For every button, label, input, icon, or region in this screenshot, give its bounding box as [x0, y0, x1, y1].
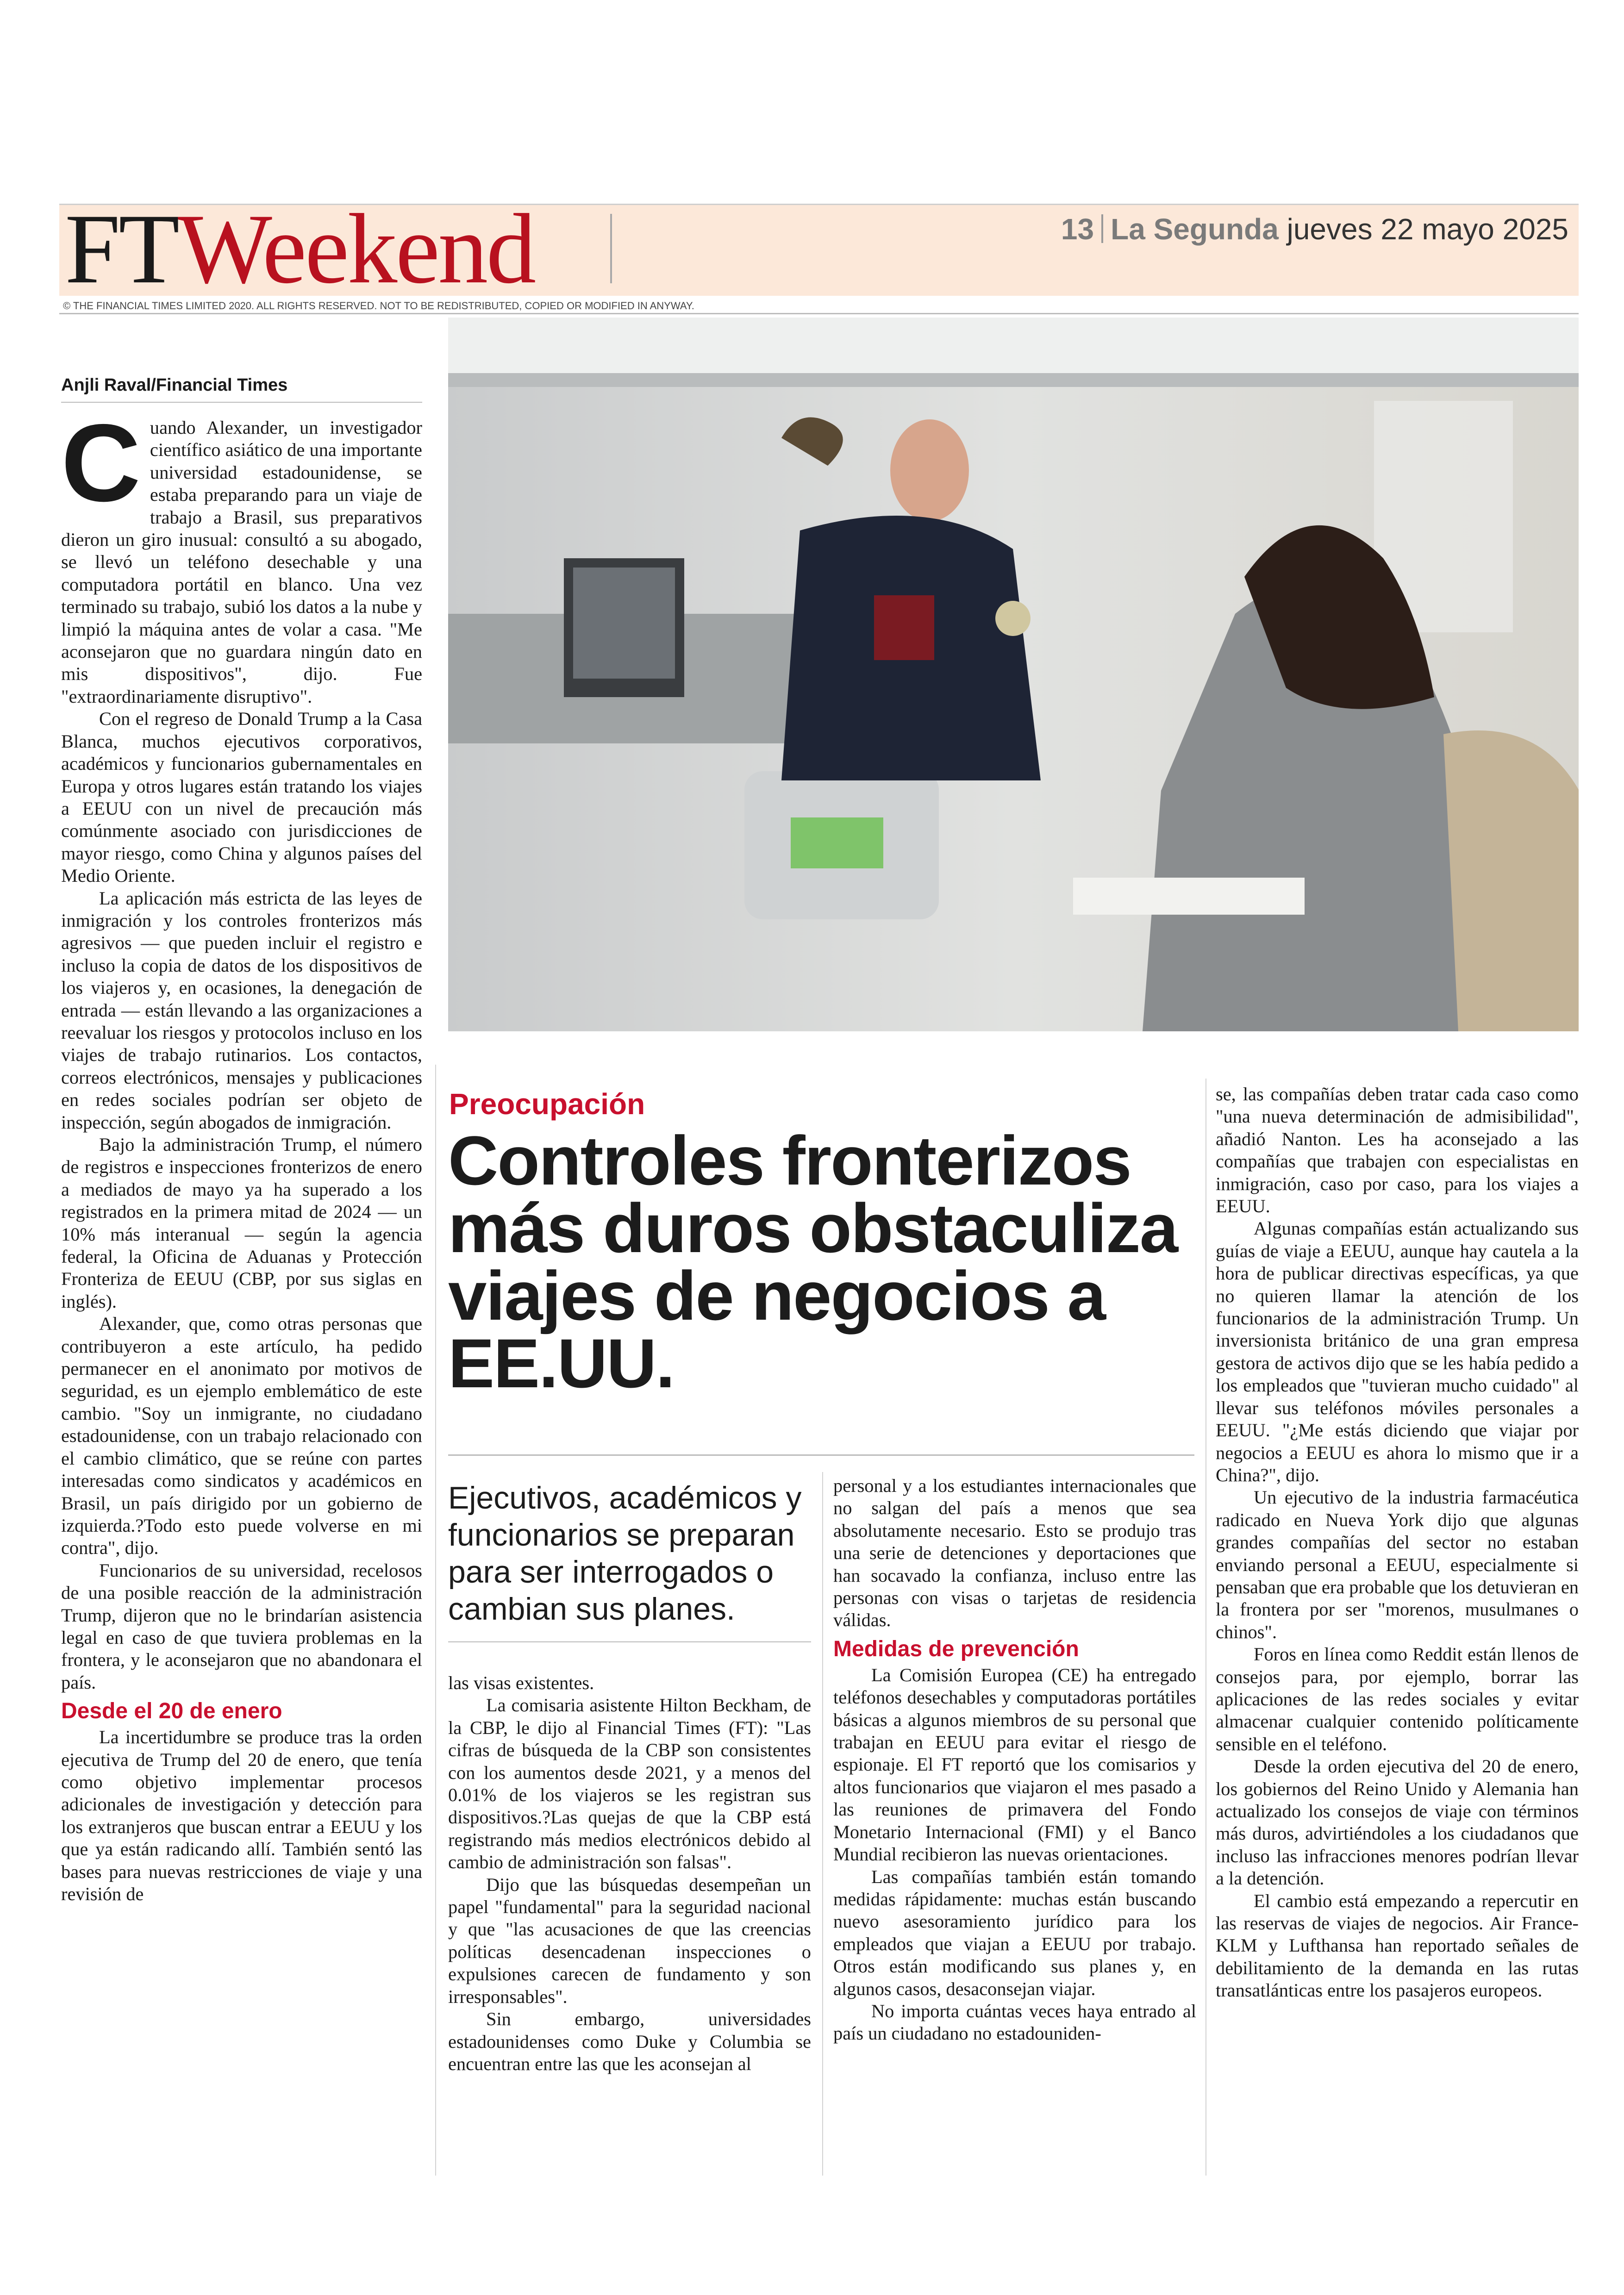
deck: Ejecutivos, académicos y funcionarios se preparan para ser interrogados o cambian sus planes. [448, 1479, 811, 1642]
paragraph: La aplicación más estricta de las leyes de inmigración y los controles fronterizos más agresivos — que pueden incluir el registro e incluso la copia de datos de los dispositivos de los viajeros y, en ocasiones, la denegación de entrada — están llevando a las organizaciones a reevaluar los riesgos y protocolos incluso en los viajes de trabajo rutinarios. Los contactos, correos electrónicos, mensajes y publicaciones en redes sociales podrían ser objeto de inspección, según abogados de inmigración. [61, 887, 422, 1133]
paragraph: uando Alexander, un investigador científico asiático de una importante universidad estadounidense, se estaba preparando para un viaje de trabajo a Brasil, sus preparativos dieron un giro inusual: consultó a su abogado, se llevó un teléfono desechable y una computadora portátil en blanco. Una vez terminado su trabajo, subió los datos a la nube y limpió la máquina antes de volar a casa. "Me aconsejaron que no guardara ningún dato en mis dispositivos", dijo. Fue "extraordinariamente disruptivo". [61, 417, 422, 707]
column-divider [435, 1065, 436, 2176]
paragraph: Funcionarios de su universidad, recelosos de una posible reacción de la administración Trump, dijeron que no le brindarían asistencia legal en caso de que tuviera problemas en la frontera, y le aconsejaron que no abandonara el país. [61, 1559, 422, 1693]
passport [874, 595, 934, 660]
kicker: Preocupación [449, 1087, 645, 1121]
paragraph: La comisaria asistente Hilton Beckham, de la CBP, le dijo al Financial Times (FT): "Las cifras de búsqueda de la CBP son consistentes con los aumentos desde 2021, y a menos del 0.01% de los viajeros se les registran sus dispositivos.?Las quejas de que la CBP está registrando más medios electrónicos debido al cambio de administración son falsas". [448, 1695, 811, 1873]
officer-face [890, 419, 969, 521]
paragraph: se, las compañías deben tratar cada caso como "una nueva determinación de admisibilidad", añadió Nanton. Les ha aconsejado a las compañías que trabajen con especialistas en inmigración, caso por caso, para los viajes a EEUU. [1216, 1084, 1579, 1217]
paragraph: las visas existentes. [448, 1672, 594, 1693]
paragraph: Un ejecutivo de la industria farmacéutica radicado en Nueva York dijo que algunas grandes compañías del sector no estaban enviando personal a EEUU, especialmente si pensaban que era probable que los detuvieran en la frontera por ser "morenos, musulmanes o chinos". [1216, 1487, 1579, 1642]
paragraph: personal y a los estudiantes internacionales que no salgan del país a menos que sea absolutamente necesario. Esto se produjo tras una serie de detenciones y deportaciones que han socavado la confianza, incluso entre las personas con visas o tarjetas de residencia válidas. [833, 1475, 1196, 1631]
paragraph: El cambio está empezando a repercutir en las reservas de viajes de negocios. Air France-KLM y Lufthansa han reportado señales de debilitamiento de la demanda en las rutas transatlánticas entre los pasajeros europeos. [1216, 1890, 1579, 2001]
paragraph: Sin embargo, universidades estadounidenses como Duke y Columbia se encuentran entre las que les aconsejan al [448, 2008, 811, 2074]
paragraph: Con el regreso de Donald Trump a la Casa Blanca, muchos ejecutivos corporativos, académicos y funcionarios gubernamentales en Europa y otros lugares están tratando los viajes a EEUU con un nivel de precaución más comúnmente asociado con jurisdicciones de mayor riesgo, como China y algunos países del Medio Oriente. [61, 708, 422, 886]
article-column-4 [1216, 1083, 1579, 2002]
cbp-patch [995, 601, 1031, 636]
ft-weekend-logo: FTWeekend [65, 193, 535, 304]
paragraph: La Comisión Europea (CE) ha entregado teléfonos desechables y computadoras portátiles básicas a algunos miembros de su personal que trabajan en EEUU para evitar el riesgo de espionaje. El FT reportó que los comisarios y altos funcionarios que viajaron el mes pasado a las reuniones de primavera del Fondo Monetario Internacional (FMI) y el Banco Mundial recibieron las nuevas orientaciones. [833, 1664, 1196, 1865]
headline-rule [448, 1454, 1194, 1456]
page-number: 13 [1061, 212, 1094, 246]
ceiling [448, 318, 1579, 373]
backpack [1443, 730, 1579, 1031]
paragraph: Las compañías también están tomando medidas rápidamente: muchas están buscando nuevo asesoramiento jurídico para los empleados que viajan a EEUU por trabajo. Otros están modificando sus planes y, en algunos casos, desaconsejan viajar. [833, 1866, 1196, 1999]
article-column-3 [833, 1475, 1196, 2045]
paragraph: Alexander, que, como otras personas que contribuyeron a este artículo, ha pedido permanecer en el anonimato por motivos de seguridad, es un ejemplo emblemático de este cambio. "Soy un inmigrante, no ciudadano estadounidense, con un trabajo relacionado con el cambio climático, que se reúne con partes interesadas como sindicatos y académicos en Brasil, un país dirigido por un gobierno de izquierda.?Todo esto puede volverse en mi contra", dijo. [61, 1313, 422, 1559]
header-rule [59, 313, 1579, 314]
subheading: Medidas de prevención [833, 1636, 1079, 1661]
page-separator [1101, 214, 1103, 243]
masthead-divider [610, 214, 612, 283]
publication-name: La Segunda [1111, 212, 1279, 246]
paragraph: La incertidumbre se produce tras la orden ejecutiva de Trump del 20 de enero, que tenía como objetivo implementar procesos adicionales de investigación y detección para los extranjeros que buscan entrar a EEUU y los que ya están radicando allí. También sentó las bases para nuevas restricciones de viaje y una revisión de [61, 1727, 422, 1904]
copyright-notice: © THE FINANCIAL TIMES LIMITED 2020. ALL RIGHTS RESERVED. NOT TO BE REDISTRIBUTED, COPIED OR MODIFIED IN ANYWAY. [63, 300, 694, 312]
byline: Anjli Raval/Financial Times [61, 374, 422, 403]
article-column-2 [448, 1672, 811, 2075]
column-divider [822, 1472, 823, 2176]
paragraph: Desde la orden ejecutiva del 20 de enero, los gobiernos del Reino Unido y Alemania han actualizado los consejos de viaje con términos más duros, advirtiéndoles a los ciudadanos que incluso las infracciones menores podrían llevar a la detención. [1216, 1756, 1579, 1889]
paragraph: Algunas compañías están actualizando sus guías de viaje a EEUU, aunque hay cautela a la hora de publicar directivas específicas, ya que no quieren llamar la atención de los funcionarios de la administración Trump. Un inversionista británico de una gran empresa gestora de activos dijo que se les había pedido a los empleados que "tuvieran mucho cuidado" al llevar sus teléfonos móviles personales a EEUU. "¿Me estás diciendo que viajar por negocios a EEUU es ahora lo mismo que ir a China?", dijo. [1216, 1218, 1579, 1485]
paragraph: Dijo que las búsquedas desempeñan un papel "fundamental" para la seguridad nacional y que "las acusaciones de que las creencias políticas desencadenan inspecciones o expulsiones carecen de fundamento y son irresponsables". [448, 1874, 811, 2007]
subheading: Desde el 20 de enero [61, 1699, 282, 1724]
paragraph: Bajo la administración Trump, el número de registros e inspecciones fronterizos de enero a mediados de mayo ya ha superado a los registrados en la primera mitad de 2024 — un 10% más interanual — según la agencia federal, la Oficina de Aduanas y Protección Fronteriza de EEUU (CBP, por sus siglas en inglés). [61, 1134, 422, 1312]
paragraph: No importa cuántas veces haya entrado al país un ciudadano no estadouniden- [833, 2000, 1196, 2044]
headline: Controles fronterizos más duros obstaculiza viajes de negocios a EE.UU. [448, 1122, 1178, 1402]
article-column-1 [61, 402, 422, 1905]
ceiling-beam [448, 373, 1579, 387]
form-paper [1073, 878, 1305, 915]
drop-cap: C [61, 402, 141, 524]
publication-info [1061, 212, 1568, 246]
monitor-screen [573, 568, 675, 679]
publication-date: jueves 22 mayo 2025 [1287, 212, 1568, 246]
paragraph: Foros en línea como Reddit están llenos de consejos para, por ejemplo, borrar las aplicaciones de las redes sociales y evitar almacenar cualquier contenido políticamente sensible en el teléfono. [1216, 1644, 1579, 1754]
scanner-light [791, 817, 883, 868]
border-control-photo [448, 318, 1579, 1031]
